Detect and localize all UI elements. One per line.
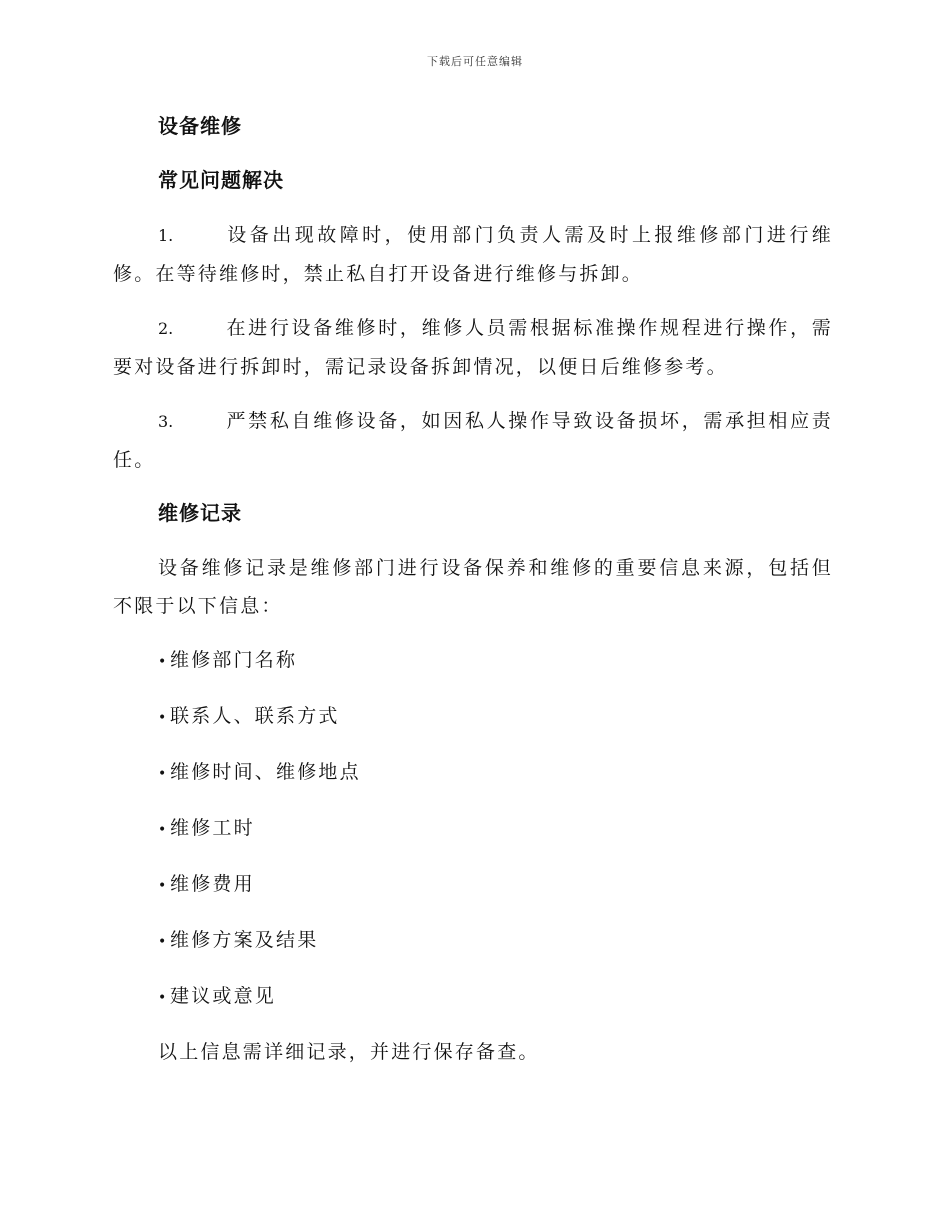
item-text: 在进行设备维修时，维修人员需根据标准操作规程进行操作，需要对设备进行拆卸时，需记录设备拆卸情况，以便日后维修参考。	[113, 317, 833, 378]
list-item-text: 联系人、联系方式	[170, 705, 340, 727]
section-title: 设备维修	[158, 114, 242, 138]
list-item	[158, 977, 833, 1017]
item-number: 2.	[158, 319, 174, 338]
bullet-icon: •	[158, 878, 167, 894]
list-item	[158, 697, 833, 737]
numbered-item	[113, 216, 833, 293]
subsection-title: 常见问题解决	[158, 168, 284, 192]
item-text: 设备出现故障时，使用部门负责人需及时上报维修部门进行维修。在等待维修时，禁止私自打开设备进行维修与拆卸。	[113, 224, 833, 285]
item-number: 1.	[158, 226, 174, 245]
list-item-text: 建议或意见	[170, 985, 277, 1007]
list-item-text: 维修费用	[170, 873, 255, 895]
list-item	[158, 921, 833, 961]
section-title: 维修记录	[158, 501, 242, 525]
item-text: 严禁私自维修设备，如因私人操作导致设备损坏，需承担相应责任。	[113, 410, 833, 471]
list-item-text: 维修工时	[170, 817, 255, 839]
bullet-icon: •	[158, 934, 167, 950]
bullet-icon: •	[158, 822, 167, 838]
closing-paragraph: 以上信息需详细记录，并进行保存备查。	[158, 1041, 540, 1063]
list-item-text: 维修时间、维修地点	[170, 761, 361, 783]
numbered-item	[113, 309, 833, 386]
list-item	[158, 753, 833, 793]
list-item	[158, 809, 833, 849]
bullet-icon: •	[158, 766, 167, 782]
bullet-icon: •	[158, 710, 167, 726]
list-item	[158, 865, 833, 905]
item-number: 3.	[158, 412, 174, 431]
numbered-item	[113, 402, 833, 479]
list-item-text: 维修部门名称	[170, 649, 298, 671]
page-header: 下载后可任意编辑	[427, 55, 523, 68]
intro-paragraph: 设备维修记录是维修部门进行设备保养和维修的重要信息来源，包括但不限于以下信息：	[113, 557, 833, 617]
bullet-icon: •	[158, 990, 167, 1006]
bullet-icon: •	[158, 654, 167, 670]
list-item-text: 维修方案及结果	[170, 929, 319, 951]
list-item	[158, 641, 833, 681]
document-body	[113, 108, 833, 1087]
